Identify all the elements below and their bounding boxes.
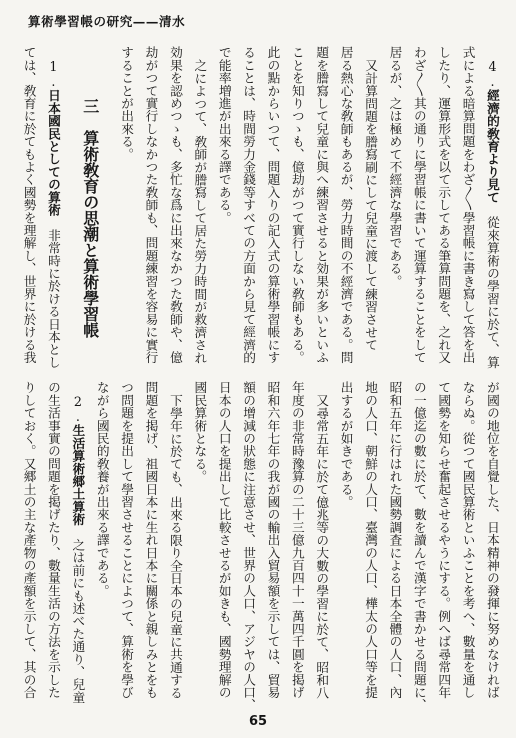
text-column: わざ〳〵其の通りに學習帳に書いて運算することをして <box>411 46 427 364</box>
text-column: つ問題を提出して學習させることによつて、算術を學び <box>119 381 135 699</box>
subsection-number: 1. <box>45 58 61 89</box>
text-column: りしておく。又郷土の主な產物の產額を示して、其の合 <box>21 381 37 699</box>
text-column: したり、運算形式を以て示してある筆算問題を、之れ又 <box>436 46 452 364</box>
text-column: 式による暗算問題をわざ〳〵學習帳に書き寫して答を出 <box>460 46 476 364</box>
text-column: 日本の人口を提出して比較させるが如きも、國勢理解の <box>216 381 232 699</box>
text-column: で能率増進が出來る譯である。 <box>216 46 232 224</box>
subsection-title: 生活算術郷土算術 <box>70 423 86 526</box>
text-column: 之によつて、敎師が謄寫して居た勞力時間が救濟され <box>192 58 208 364</box>
column-text: 非常時に於ける日本とし <box>45 215 61 369</box>
column-text: 之は前にも述べた通り、兒童 <box>70 525 86 704</box>
text-column: 出するが如きである。 <box>338 381 354 508</box>
text-column: ながら國民的敎養が出來る譯である。 <box>94 381 110 597</box>
page-number: 65 <box>248 714 268 729</box>
text-column: 居る熱心な敎師もあるが、勞力時間の不經濟である。問 <box>338 46 354 364</box>
text-column: が國の地位を自覺した、日本精神の發揮に努めなければ <box>485 381 500 699</box>
section-heading: 三 算術敎育の思潮と算術學習帳 <box>80 98 100 338</box>
subsection-number: 4. <box>485 58 500 89</box>
text-column: 國民算術となる。 <box>192 381 208 483</box>
text-column: 額の增減の狀態に注意させ、世界の人口、アジヤの人口、 <box>241 381 257 712</box>
text-column: 題を謄寫して兒童に與へ練習させると効果が多いといふ <box>314 46 330 364</box>
text-column: 昭和五年に行はれた國勢調査による日本全體の人口、內 <box>387 381 403 699</box>
text-column <box>41 46 65 369</box>
lower-text-tier <box>16 381 504 712</box>
running-header: 算術學習帳の研究——清水 <box>28 14 186 29</box>
text-column: の一億迄の數に於て、數を讀んで漢字で書かせる問題に、 <box>411 381 427 712</box>
text-column <box>480 46 504 369</box>
text-column: 下學年に於ても、出來る限り全日本の兒童に共通する <box>167 393 183 699</box>
text-column: て國勢を知らせ奮起させるやうにする。例へば尋常四年 <box>436 381 452 699</box>
text-column: 昭和六年七年の我が國の輸出入貿易額を示しては、貿易 <box>265 381 281 699</box>
text-column: 問題を掲げ、祖國日本に生れ日本に關係と親しみとをも <box>143 381 159 699</box>
text-column: ては、敎育に於てもよく國勢を理解し、世界に於ける我 <box>21 46 37 364</box>
text-column: 年度の非常時豫算の二十三億九百四十一萬四千圓を掲げ <box>289 381 305 699</box>
upper-text-tier <box>16 46 504 368</box>
column-text: 從來算術の學習に於て、算 <box>485 203 500 369</box>
subsection-number: 2. <box>70 393 86 424</box>
text-column: ことを知りつゝも、億劫がつて實行しない敎師もある。 <box>289 46 305 364</box>
text-column: 地の人口、朝鮮の人口、臺灣の人口、樺太の人口等を提 <box>363 381 379 699</box>
text-column: することが出來る。 <box>119 46 135 161</box>
text-column: 居るが、之は極めて不經濟な學習である。 <box>387 46 403 288</box>
subsection-title: 經濟的敎育より見て <box>485 88 500 203</box>
text-column: の生活事實の問題を掲げたり、數量生活の方法を示した <box>45 381 61 699</box>
subsection-title: 日本國民としての算術 <box>45 88 61 216</box>
text-column: 此の點からいつて、問題入りの記入式の算術學習帳にす <box>265 46 281 364</box>
text-column: ることは、時間勞力金錢等すべての方面から見て經濟的 <box>241 46 257 364</box>
text-column: 又計算問題を謄寫刷にして兒童に渡して練習させて <box>363 58 379 351</box>
text-column: 効果を認めつゝも、多忙な爲に出來なかつた敎師や、億 <box>167 46 183 364</box>
text-column: ならぬ。從つて國民算術といふことを考へ、數量を通し <box>460 381 476 699</box>
text-column: 劫がつて實行しなかつた敎師も、問題練習を容易に實行 <box>143 46 159 364</box>
text-column: 又尋常五年に於て億兆等の大數の學習に於て、昭和八 <box>314 393 330 699</box>
text-column <box>65 381 89 704</box>
